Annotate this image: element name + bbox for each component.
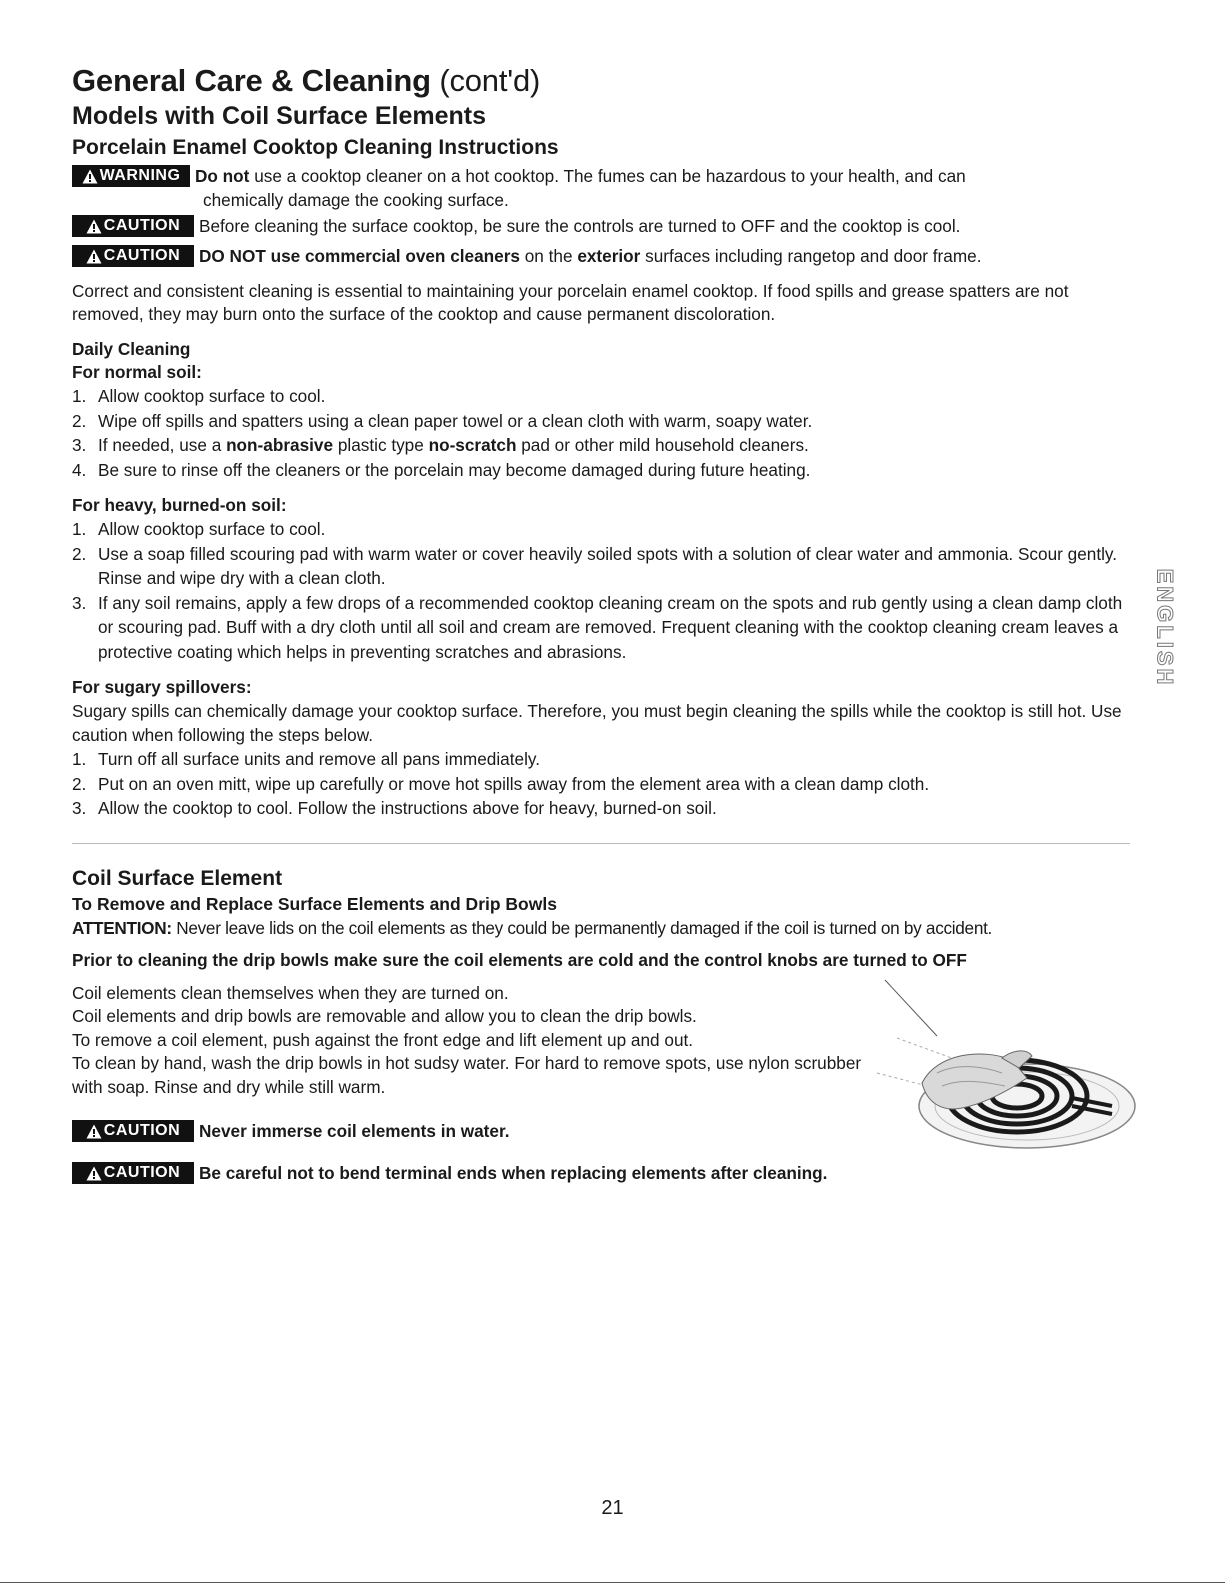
list-item: [72, 458, 1142, 483]
coil-heading: Coil Surface Element: [72, 866, 283, 890]
list-text: Allow cooktop surface to cool.: [98, 386, 326, 406]
warning-badge: [72, 165, 190, 187]
heavy-soil-heading: For heavy, burned-on soil:: [72, 495, 287, 515]
list-num: 3.: [72, 798, 87, 818]
caution-triangle-icon: [86, 1124, 102, 1139]
list-num: 3.: [72, 592, 87, 613]
caution-triangle-icon: [86, 1166, 102, 1181]
attention-note: [72, 916, 1142, 940]
bottom-border: [0, 1582, 1225, 1583]
list-text: If needed, use a: [98, 435, 227, 455]
list-bold: non-abrasive: [226, 435, 334, 455]
daily-cleaning-section: [72, 338, 1142, 482]
attention-label: ATTENTION:: [72, 917, 172, 938]
caution-badge-label: CAUTION: [103, 1122, 181, 1139]
hand-removing-coil-image: [867, 978, 1137, 1168]
warning-bold: Do not: [195, 166, 250, 186]
section-title: Porcelain Enamel Cooktop Cleaning Instructions: [72, 136, 559, 159]
list-item: [72, 772, 1142, 797]
warning-cont-text: chemically damage the cooking surface.: [203, 190, 509, 210]
sugary-list: [72, 747, 1142, 821]
caution2-bold1: DO NOT use commercial oven cleaners: [199, 246, 520, 266]
caution-triangle-icon: [86, 219, 102, 234]
caution-badge: [72, 1162, 194, 1184]
caution-triangle-icon: [86, 249, 102, 264]
coil-element-illustration: [867, 978, 1137, 1168]
intro-paragraph: Correct and consistent cleaning is essential to maintaining your porcelain enamel cooktop. If food spills and grease spatters are not removed, they may burn onto the surface of the cooktop and cause permanent discoloration.: [72, 281, 1069, 324]
caution-alert-1: [72, 214, 1142, 238]
heavy-soil-section: [72, 494, 1142, 664]
page-subtitle: Models with Coil Surface Elements: [72, 102, 486, 130]
prior-warning: Prior to cleaning the drip bowls make sure the coil elements are cold and the control knobs are turned to OFF: [72, 949, 967, 970]
attention-text: Never leave lids on the coil elements as they could be permanently damaged if the coil is turned on by accident.: [171, 917, 993, 938]
page-number: 21: [601, 1497, 624, 1519]
caution-badge-label: CAUTION: [103, 217, 181, 234]
caution-badge: [72, 1120, 194, 1142]
warning-text: [195, 164, 1142, 188]
normal-soil-list: [72, 384, 1142, 482]
heavy-soil-list: [72, 517, 1142, 664]
coil-subheading: To Remove and Replace Surface Elements and Drip Bowls: [72, 893, 557, 914]
list-item: [72, 796, 1142, 821]
caution2-end: surfaces including rangetop and door frame.: [640, 246, 982, 266]
sugary-heading: For sugary spillovers:: [72, 677, 252, 697]
list-text: Wipe off spills and spatters using a clean paper towel or a clean cloth with warm, soapy water.: [98, 410, 813, 431]
list-text: Allow cooktop surface to cool.: [98, 519, 326, 539]
list-item: [72, 384, 1142, 409]
caution-alert-2: [72, 244, 1142, 268]
list-num: 1.: [72, 749, 87, 769]
list-text: Use a soap filled scouring pad with warm water or cover heavily soiled spots with a solution of clear water and ammonia. Scour gently. Rinse and wipe dry with a clean cloth.: [98, 543, 1118, 588]
normal-soil-heading: For normal soil:: [72, 362, 202, 382]
list-num: 2.: [72, 410, 87, 431]
list-item: [72, 542, 1142, 591]
caution-text-1: Before cleaning the surface cooktop, be sure the controls are turned to OFF and the cooktop is cool.: [199, 216, 961, 236]
page-title: [72, 62, 1142, 100]
list-item: [72, 747, 1142, 772]
section-divider: [72, 843, 1130, 844]
list-text: Turn off all surface units and remove all pans immediately.: [98, 749, 540, 769]
title-suffix: (cont'd): [439, 63, 541, 98]
language-side-tab: [1150, 563, 1178, 693]
list-text: pad or other mild household cleaners.: [516, 435, 809, 455]
coil-line: To clean by hand, wash the drip bowls in hot sudsy water. For hard to remove spots, use nylon scrubber with soap. Rinse and dry while still warm.: [72, 1053, 862, 1097]
caution-text-4: Be careful not to bend terminal ends when replacing elements after cleaning.: [199, 1163, 828, 1183]
caution-badge-label: CAUTION: [103, 1164, 181, 1181]
caution-badge-label: CAUTION: [103, 247, 181, 264]
list-item: [72, 591, 1142, 665]
list-text: Allow the cooktop to cool. Follow the instructions above for heavy, burned-on soil.: [98, 798, 717, 818]
list-item: [72, 517, 1142, 542]
list-text: plastic type: [333, 435, 429, 455]
sugary-intro: Sugary spills can chemically damage your cooktop surface. Therefore, you must begin cleaning the spills while the cooktop is still hot. Use caution when following the steps below.: [72, 701, 1122, 745]
caution-text-2: [199, 244, 1142, 268]
warning-badge-label: WARNING: [99, 167, 181, 184]
side-tab-label: ENGLISH: [1152, 568, 1178, 688]
coil-instructions: [72, 982, 1142, 1100]
coil-line: Coil elements and drip bowls are removable and allow you to clean the drip bowls.: [72, 1006, 697, 1026]
warning-continuation: [72, 188, 1142, 212]
caution-text-3: Never immerse coil elements in water.: [199, 1121, 510, 1141]
caution2-mid: on the: [519, 246, 578, 266]
coil-line: To remove a coil element, push against the front edge and lift element up and out.: [72, 1029, 694, 1050]
warning-triangle-icon: [82, 169, 98, 184]
coil-text: [72, 982, 862, 1100]
list-bold: no-scratch: [428, 435, 517, 455]
warning-body: use a cooktop cleaner on a hot cooktop. The fumes can be hazardous to your health, and can: [249, 166, 966, 186]
list-item: [72, 409, 1142, 434]
list-num: 2.: [72, 543, 87, 564]
list-num: 4.: [72, 459, 87, 480]
caution-badge: [72, 215, 194, 237]
warning-alert: [72, 164, 1142, 188]
title-main: General Care & Cleaning: [72, 63, 431, 98]
daily-cleaning-heading: Daily Cleaning: [72, 339, 191, 359]
coil-line: Coil elements clean themselves when they are turned on.: [72, 982, 509, 1003]
list-num: 1.: [72, 519, 87, 539]
caution-badge: [72, 245, 194, 267]
sugary-section: [72, 676, 1142, 821]
list-text: Be sure to rinse off the cleaners or the porcelain may become damaged during future heating.: [98, 459, 811, 480]
page-content: [72, 62, 1142, 1185]
list-num: 3.: [72, 435, 87, 455]
list-num: 1.: [72, 386, 87, 406]
list-text: Put on an oven mitt, wipe up carefully or move hot spills away from the element area with a clean damp cloth.: [98, 773, 930, 794]
list-text: If any soil remains, apply a few drops of a recommended cooktop cleaning cream on the spots and rub gently using a clean damp cloth or scouring pad. Buff with a dry cloth until all soil and cream are removed. Frequent cleaning with the cooktop cleaning cream leaves a protective coating which helps in preventing scratches and abrasions.: [98, 592, 1123, 662]
list-item: [72, 433, 1142, 458]
caution2-bold2: exterior: [577, 246, 641, 266]
list-num: 2.: [72, 773, 87, 794]
